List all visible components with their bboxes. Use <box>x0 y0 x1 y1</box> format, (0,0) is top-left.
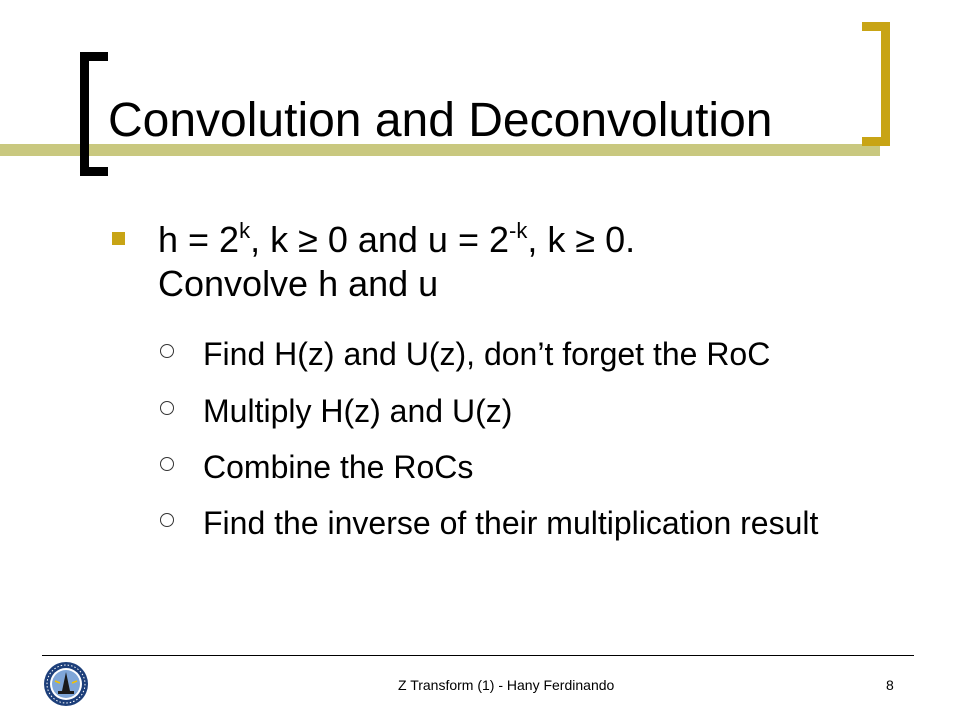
main-bullet-h: h = 2 <box>158 219 240 260</box>
sub-bullet-text: Find H(z) and U(z), don’t forget the RoC <box>203 336 771 372</box>
circle-bullet-icon <box>160 457 174 471</box>
footer-divider <box>42 655 914 656</box>
main-bullet-end: , k ≥ 0. <box>527 219 636 260</box>
title-bracket-left <box>80 52 108 176</box>
slide-title: Convolution and Deconvolution <box>108 94 773 147</box>
square-bullet-icon <box>112 232 125 245</box>
footer-caption: Z Transform (1) - Hany Ferdinando <box>398 677 615 693</box>
main-bullet-h-exponent: k <box>239 218 251 243</box>
main-bullet-text <box>158 218 858 306</box>
circle-bullet-icon <box>160 344 174 358</box>
circle-bullet-icon <box>160 401 174 415</box>
sub-bullet-text: Multiply H(z) and U(z) <box>203 393 513 429</box>
main-bullet-line2: Convolve h and u <box>158 263 439 304</box>
sub-bullet-text: Combine the RoCs <box>203 449 474 485</box>
sub-bullet-text: Find the inverse of their multiplication result <box>203 505 819 541</box>
main-bullet-mid: , k ≥ 0 and u = 2 <box>250 219 510 260</box>
page-number: 8 <box>886 677 894 693</box>
title-bracket-right <box>862 22 890 146</box>
main-bullet-u-exponent: -k <box>509 218 528 243</box>
university-seal-icon <box>43 661 89 707</box>
circle-bullet-icon <box>160 513 174 527</box>
